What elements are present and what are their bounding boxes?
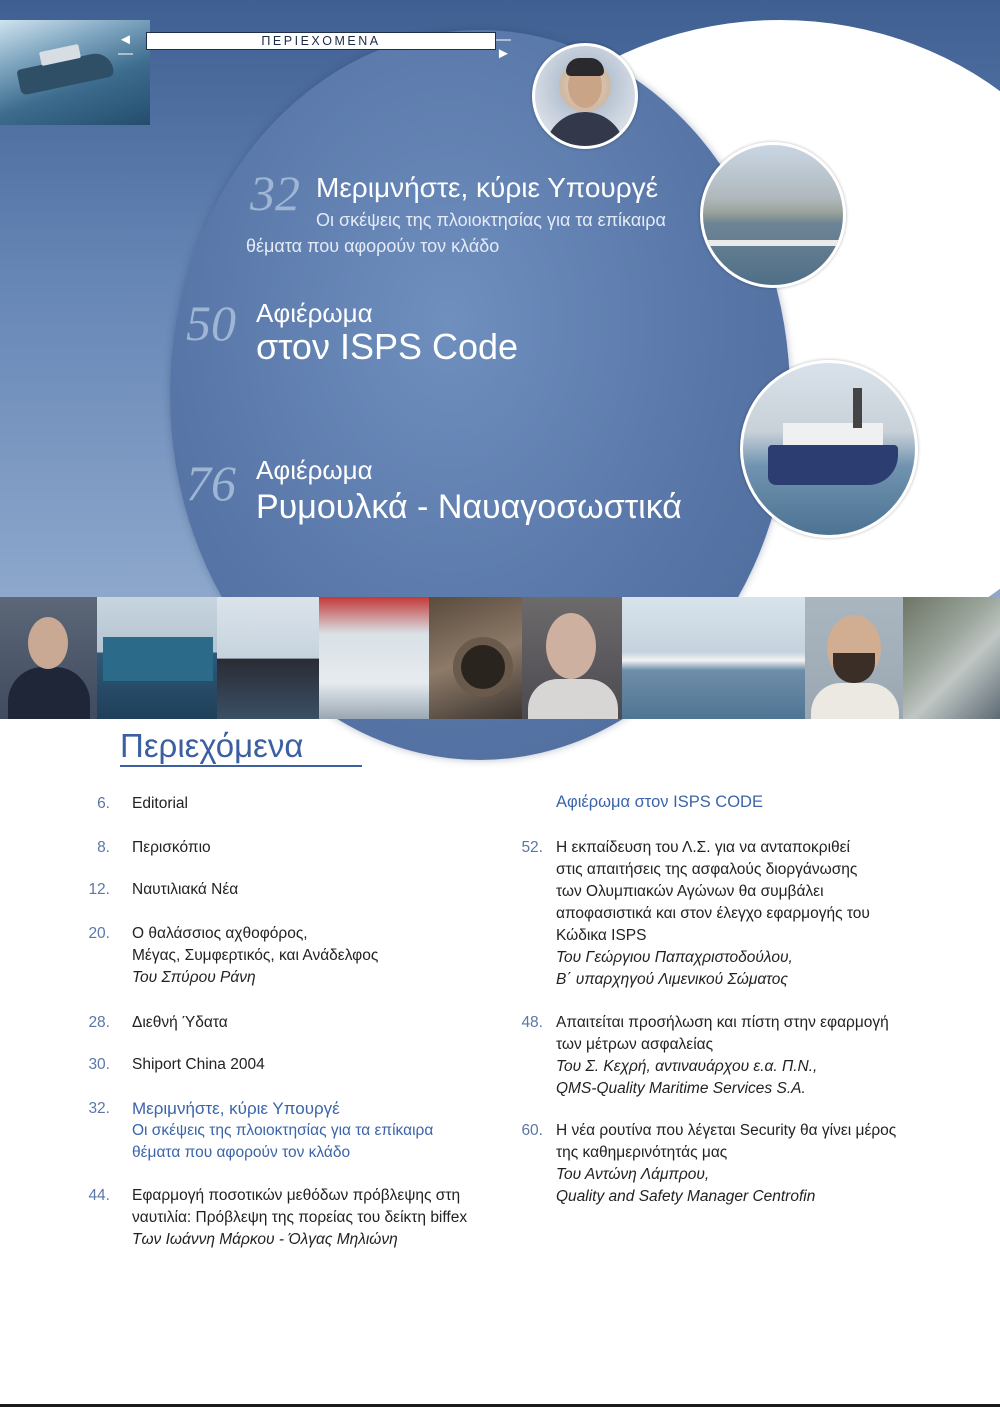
toc-title: Απαιτείται προσήλωση και πίστη στην εφαρμογή <box>556 1014 889 1031</box>
tugboat-photo <box>740 360 918 538</box>
toc-author-role: Β΄ υπαρχηγού Λιμενικού Σώματος <box>556 971 788 988</box>
toc-title: Μεριμνήστε, κύριε Υπουργέ <box>132 1099 340 1118</box>
toc-author: Του Γεώργιου Παπαχριστοδούλου, <box>556 949 793 966</box>
toc-title-cont: ναυτιλία: Πρόβλεψη της πορείας του δείκτη biffex <box>132 1209 468 1226</box>
feature-title[interactable]: στον ISPS Code <box>256 326 519 367</box>
toc-author: Των Ιωάννη Μάρκου - Όλγας Μηλιώνη <box>132 1231 398 1248</box>
fishing-vessel-photo <box>97 597 217 719</box>
toc-author: Του Αντώνη Λάμπρου, <box>556 1166 710 1183</box>
feature-subtitle: Οι σκέψεις της πλοιοκτησίας για τα επίκαιρα <box>316 210 666 230</box>
elderly-man-photo <box>522 597 622 719</box>
toc-page-number: 8. <box>97 839 110 856</box>
toc-title-cont: Κώδικα ISPS <box>556 927 647 944</box>
bearded-man-photo <box>805 597 903 719</box>
toc-title: Ναυτιλιακά Νέα <box>132 881 239 898</box>
toc-title: Περισκόπιο <box>132 839 211 856</box>
toc-title: Η εκπαίδευση του Λ.Σ. για να ανταποκριθεί <box>556 839 850 856</box>
toc-page-number: 60. <box>521 1122 543 1139</box>
toc-title: Editorial <box>132 795 188 812</box>
toc-page-number: 44. <box>88 1187 110 1204</box>
toc-title: Η νέα ρουτίνα που λέγεται Security θα γίνει μέρος <box>556 1122 897 1139</box>
toc-title: Εφαρμογή ποσοτικών μεθόδων πρόβλεψης στη <box>132 1187 461 1204</box>
toc-page-number: 6. <box>97 795 110 812</box>
contents-banner <box>118 31 523 62</box>
ferry-port-photo <box>622 597 805 719</box>
toc-page-number: 20. <box>88 925 110 942</box>
feature-number: 50 <box>186 295 236 351</box>
toc-title: Shiport China 2004 <box>132 1056 265 1073</box>
feature-title[interactable]: Μεριμνήστε, κύριε Υπουργέ <box>316 172 659 203</box>
toc-title-cont: αποφασιστικά και στον έλεγχο εφαρμογής του <box>556 905 870 922</box>
feature-number: 76 <box>186 455 236 511</box>
toc-page-number: 28. <box>88 1014 110 1031</box>
pipe-closeup-photo <box>429 597 522 719</box>
toc-page-number: 30. <box>88 1056 110 1073</box>
toc-title-cont: των Ολυμπιακών Αγώνων θα συμβάλει <box>556 883 824 900</box>
feature-kicker: Αφιέρωμα <box>256 298 373 328</box>
toc-title-cont: θέματα που αφορούν τον κλάδο <box>132 1144 351 1161</box>
arrow-right-icon: —► <box>496 31 511 62</box>
toc-title-cont: της καθημερινότητάς μας <box>556 1144 728 1161</box>
toc-page-number: 52. <box>521 839 543 856</box>
exhibition-stand-photo <box>319 597 429 719</box>
toc-author-role: Quality and Safety Manager Centrofin <box>556 1188 816 1205</box>
toc-author: Του Σπύρου Ράνη <box>132 969 256 986</box>
arrow-left-icon: ◄— <box>118 31 133 62</box>
minister-portrait <box>532 43 638 149</box>
officer-photo <box>0 597 97 719</box>
banner-label: ΠΕΡΙΕΧΟΜΕΝΑ <box>146 32 496 50</box>
toc-title-cont: Μέγας, Συμφερτικός, και Ανάδελφος <box>132 947 379 964</box>
page-title: Περιεχόμενα <box>120 727 304 764</box>
toc-page-number: 12. <box>88 881 110 898</box>
harbor-photo <box>700 142 846 288</box>
toc-title-cont: στις απαιτήσεις της ασφαλούς διοργάνωσης <box>556 861 858 878</box>
toc-title-cont: Οι σκέψεις της πλοιοκτησίας για τα επίκαιρα <box>132 1122 434 1139</box>
toc-page-number: 48. <box>521 1014 543 1031</box>
toc-author-role: QMS-Quality Maritime Services S.A. <box>556 1080 806 1097</box>
ship-bow-photo <box>217 597 319 719</box>
toc-title-cont: των μέτρων ασφαλείας <box>556 1036 714 1053</box>
feature-kicker: Αφιέρωμα <box>256 455 373 485</box>
section-heading: Αφιέρωμα στον ISPS CODE <box>556 793 763 811</box>
feature-subtitle: θέματα που αφορούν τον κλάδο <box>246 236 500 256</box>
toc-page-number: 32. <box>88 1100 110 1117</box>
toc-author: Του Σ. Κεχρή, αντιναυάρχου ε.α. Π.Ν., <box>556 1058 818 1075</box>
feature-title[interactable]: Ρυμουλκά - Ναυαγοσωστικά <box>256 488 682 526</box>
toc-title: Διεθνή Ύδατα <box>132 1014 228 1031</box>
title-underline <box>120 765 362 767</box>
aerial-port-photo <box>903 597 1000 719</box>
toc-title: Ο θαλάσσιος αχθοφόρος, <box>132 925 308 942</box>
feature-number: 32 <box>250 165 300 221</box>
bottom-rule <box>0 1404 1000 1407</box>
photo-strip <box>0 597 1000 719</box>
